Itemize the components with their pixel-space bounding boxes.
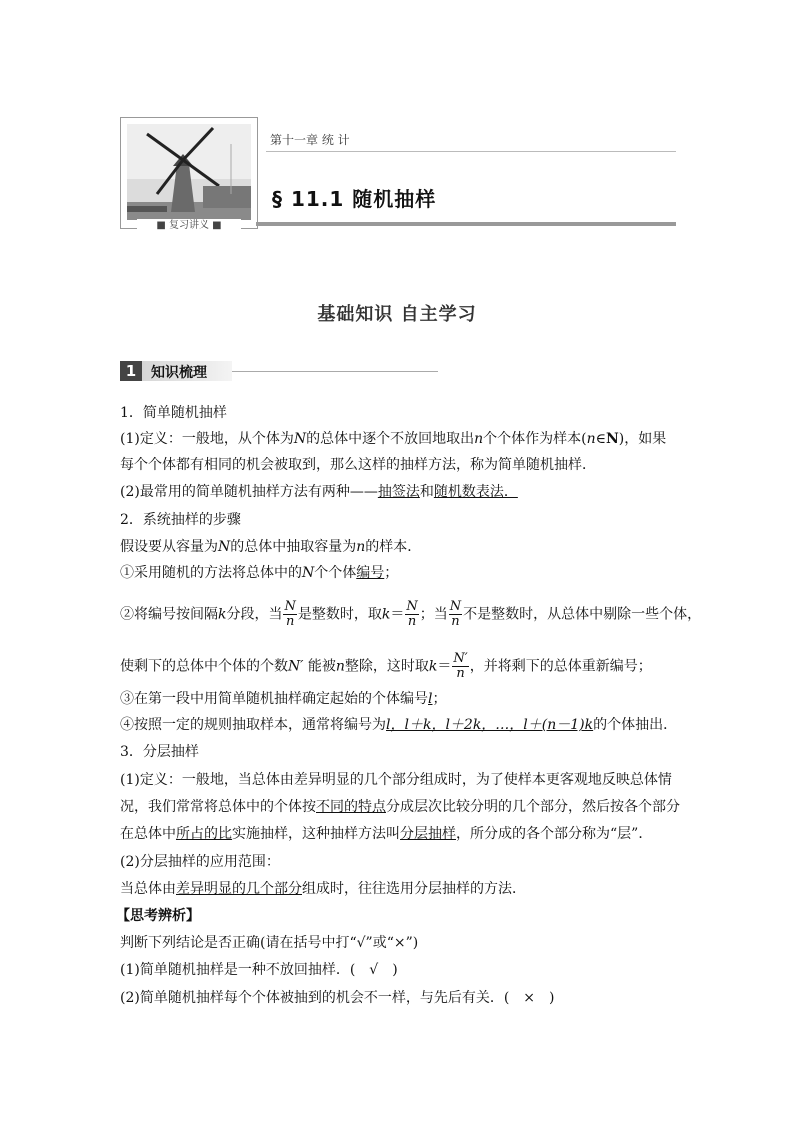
part-heading: 基础知识 自主学习 xyxy=(317,304,477,325)
chapter-label: 第十一章 统 计 xyxy=(270,133,350,147)
s2-line4: 使剩下的总体中个体的个数N′ 能被n整除，这时取k＝ $\frac{N'}{n}$ ，并将剩下的总体重新编号； xyxy=(120,651,652,681)
s2-title: 2．系统抽样的步骤 xyxy=(120,512,241,528)
s2-line5: ③在第一段中用简单随机抽样确定起始的个体编号l； xyxy=(120,691,447,707)
subheading-number: 1 xyxy=(120,361,142,381)
review-tag-text: 复习讲义 xyxy=(169,220,209,231)
section-title: § 11.1 随机抽样 xyxy=(272,187,437,211)
s3-line2: 况，我们常常将总体中的个体按不同的特点分成层次比较分明的几个部分，然后按各个部分 xyxy=(120,799,680,815)
s3-line1: (1)定义：一般地，当总体由差异明显的几个部分组成时，为了使样本更客观地反映总体情 xyxy=(120,772,672,788)
s3-line4: (2)分层抽样的应用范围： xyxy=(120,854,280,870)
subheading-line xyxy=(232,371,438,372)
s2-line3: ②将编号按间隔k分段，当 $\frac{N}{n}$ 是整数时，取k＝ $\frac{N}{n}$ ；当 $\frac{N}{n}$ 不是整数时，从总体中剔除一些个体， xyxy=(120,599,702,629)
s1-title: 1．简单随机抽样 xyxy=(120,405,227,421)
s2-line1: 假设要从容量为N的总体中抽取容量为n的样本． xyxy=(120,539,422,555)
think-q1: (1)简单随机抽样是一种不放回抽样．( √ ) xyxy=(120,962,398,978)
s2-line6: ④按照一定的规则抽取样本，通常将编号为l，l＋k，l＋2k，…，l＋(n－1)k的个体抽出． xyxy=(120,717,678,733)
windmill-icon xyxy=(127,124,251,220)
think-q2: (2)简单随机抽样每个个体被抽到的机会不一样，与先后有关．( × ) xyxy=(120,990,555,1006)
review-tag: ■ 复习讲义 ■ xyxy=(137,219,241,233)
s1-line3: (2)最常用的简单随机抽样方法有两种——抽签法和随机数表法． xyxy=(120,484,518,500)
think-intro: 判断下列结论是否正确(请在括号中打“√”或“×”) xyxy=(120,935,419,951)
windmill-photo xyxy=(127,124,251,220)
s2-line2: ①采用随机的方法将总体中的N个个体编号； xyxy=(120,565,399,581)
s1-line1: (1)定义：一般地，从个体为N的总体中逐个不放回地取出n个个体作为样本(n∈N)，如果 xyxy=(120,431,667,447)
think-title: 【思考辨析】 xyxy=(116,908,200,924)
chapter-divider xyxy=(266,151,676,152)
s3-line5: 当总体由差异明显的几个部分组成时，往往选用分层抽样的方法． xyxy=(120,881,526,897)
section-rule xyxy=(256,222,676,226)
s3-line3: 在总体中所占的比实施抽样，这种抽样方法叫分层抽样，所分成的各个部分称为“层”． xyxy=(120,826,653,842)
subheading-label: 知识梳理 xyxy=(151,365,207,381)
s3-title: 3．分层抽样 xyxy=(120,744,199,760)
s1-line2: 每个个体都有相同的机会被取到，那么这样的抽样方法，称为简单随机抽样． xyxy=(120,457,596,473)
header-photo-frame xyxy=(120,117,258,229)
